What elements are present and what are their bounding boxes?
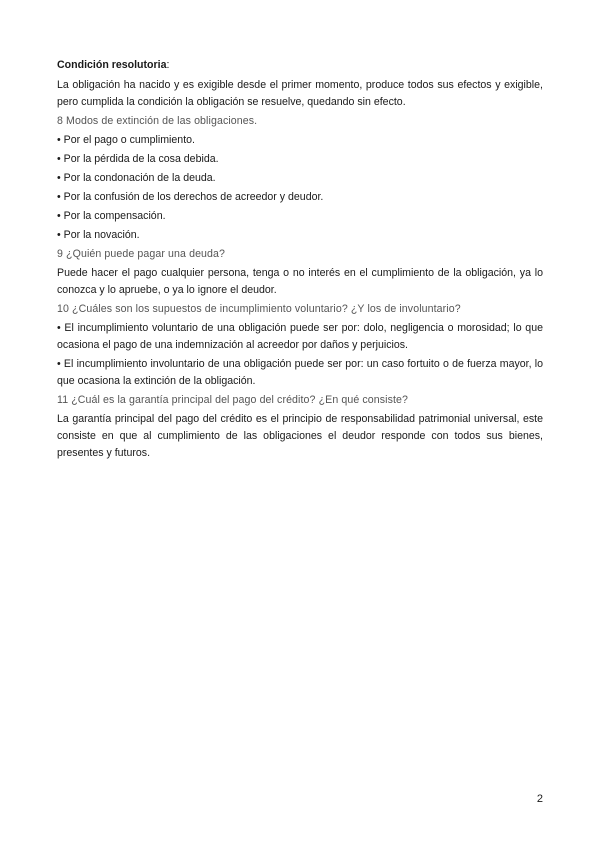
list-item: • Por la novación. — [57, 229, 140, 241]
list-item: • Por la confusión de los derechos de acreedor y deudor. — [57, 191, 324, 203]
document-page — [57, 57, 543, 464]
condicion-resolutoria-text: La obligación ha nacido y es exigible desde el primer momento, produce todos sus efectos y exigible, pero cumplida la condición la obligación se resuelve, quedando sin efecto. — [57, 79, 543, 108]
page-number: 2 — [536, 793, 543, 805]
list-item: • El incumplimiento involuntario de una obligación puede ser por: un caso fortuito o de fuerza mayor, lo que ocasiona la extinción de la obligación. — [57, 358, 543, 387]
section-9-text: Puede hacer el pago cualquier persona, tenga o no interés en el cumplimiento de la obligación, ya lo conozca y lo apruebe, o ya lo ignore el deudor. — [57, 267, 543, 296]
section-8-heading: 8 Modos de extinción de las obligaciones. — [57, 115, 258, 127]
condicion-title-text: Condición resolutoria — [57, 59, 167, 71]
list-item: • Por la condonación de la deuda. — [57, 172, 216, 184]
condicion-title-colon: : — [166, 59, 170, 71]
section-9-heading: 9 ¿Quién puede pagar una deuda? — [57, 248, 226, 260]
section-10-heading: 10 ¿Cuáles son los supuestos de incumplimiento voluntario? ¿Y los de involuntario? — [57, 303, 461, 315]
section-11-heading: 11 ¿Cuál es la garantía principal del pago del crédito? ¿En qué consiste? — [57, 394, 409, 406]
condicion-resolutoria-title — [57, 57, 543, 74]
list-item: • Por el pago o cumplimiento. — [57, 134, 195, 146]
list-item: • El incumplimiento voluntario de una obligación puede ser por: dolo, negligencia o morosidad; lo que ocasiona el pago de una indemnización al acreedor por daños y perjuicios. — [57, 322, 543, 351]
section-11-text: La garantía principal del pago del crédito es el principio de responsabilidad patrimonial universal, este consiste en que al cumplimiento de las obligaciones el deudor responde con todos sus bienes, presentes y futuros. — [57, 413, 543, 459]
section-10-list — [57, 320, 543, 390]
list-item: • Por la compensación. — [57, 210, 166, 222]
list-item: • Por la pérdida de la cosa debida. — [57, 153, 219, 165]
section-8-list — [57, 132, 543, 244]
